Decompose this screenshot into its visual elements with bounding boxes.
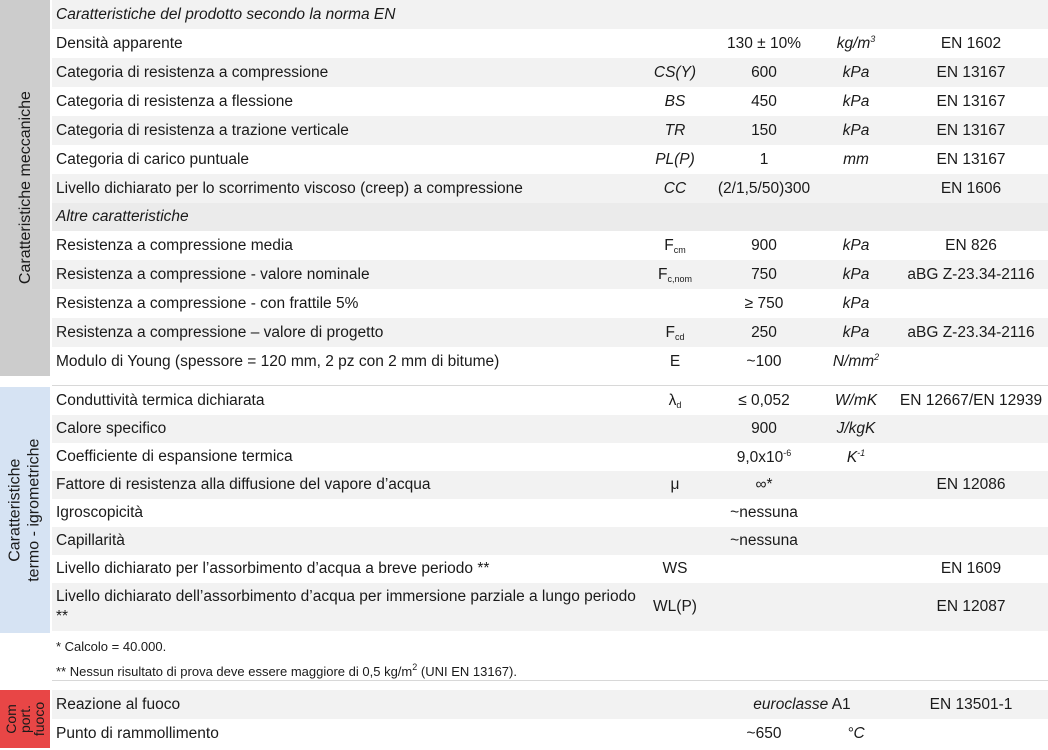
row-description: Resistenza a compressione media — [56, 236, 293, 254]
unit-text: N/mm — [832, 353, 875, 370]
row-norm: EN 1602 — [940, 34, 1002, 52]
table-row — [52, 583, 1048, 631]
row-value: (2/1,5/50)300 — [717, 179, 811, 197]
row-description: Conduttività termica dichiarata — [56, 392, 265, 409]
row-unit — [818, 352, 894, 371]
value-class-word: euroclasse — [753, 695, 829, 713]
row-description: Coefficiente di espansione termica — [56, 448, 293, 465]
value-exponent: -6 — [783, 447, 792, 458]
row-symbol: WS — [662, 560, 688, 577]
row-symbol — [640, 237, 710, 255]
row-value: 600 — [751, 63, 777, 81]
footnote-1: * Calcolo = 40.000. — [56, 639, 167, 654]
row-value: 450 — [751, 92, 777, 110]
section-divider — [52, 680, 1048, 681]
row-description: Livello dichiarato dell’assorbimento d’acqua per immersione parziale a lungo periodo ** — [56, 588, 636, 625]
table-row — [52, 719, 1048, 748]
table-row — [52, 58, 1048, 87]
table-row — [52, 555, 1048, 583]
symbol-text: λ — [668, 392, 677, 409]
row-symbol: CS(Y) — [653, 63, 697, 81]
table-row — [52, 29, 1048, 58]
row-norm: EN 1606 — [940, 179, 1002, 197]
footnote-2-exponent: 2 — [412, 662, 418, 672]
row-value — [710, 448, 818, 467]
thermo-side-line1: Caratteristiche — [6, 458, 24, 562]
row-description: Calore specifico — [56, 420, 167, 437]
row-value: ~650 — [746, 724, 782, 742]
row-norm: EN 13167 — [936, 150, 1006, 168]
mechanical-side-label — [0, 0, 50, 376]
row-unit: kPa — [842, 63, 870, 81]
row-value: ∞* — [755, 476, 773, 493]
row-unit: kPa — [842, 265, 870, 283]
table-row — [52, 471, 1048, 499]
row-unit: W/mK — [834, 392, 878, 409]
symbol-text: F — [664, 236, 674, 254]
row-description: Categoria di resistenza a flessione — [56, 92, 293, 110]
symbol-subscript: c,nom — [667, 273, 692, 284]
row-value: 900 — [751, 420, 777, 437]
row-symbol — [640, 266, 710, 284]
footnote-2 — [56, 657, 517, 682]
unit-exponent: 3 — [870, 34, 876, 44]
row-norm: EN 13167 — [936, 63, 1006, 81]
row-description: Resistenza a compressione – valore di progetto — [56, 323, 384, 341]
section-divider — [52, 385, 1048, 386]
row-symbol: BS — [664, 92, 686, 110]
row-value: 250 — [751, 323, 777, 341]
table-row — [52, 415, 1048, 443]
header-other-characteristics: Altre caratteristiche — [56, 208, 189, 225]
table-row — [52, 231, 1048, 260]
row-description: Resistenza a compressione - valore nominale — [56, 265, 370, 283]
row-description: Categoria di resistenza a trazione verticale — [56, 121, 349, 139]
row-unit: J/kgK — [836, 420, 876, 437]
table-row — [52, 387, 1048, 415]
row-norm: aBG Z-23.34-2116 — [907, 265, 1035, 283]
symbol-subscript: cd — [674, 331, 685, 342]
mechanical-side-text: Caratteristiche meccaniche — [16, 91, 34, 285]
row-value: 750 — [751, 265, 777, 283]
table-row — [52, 289, 1048, 318]
table-header-row — [52, 0, 1048, 29]
row-unit — [818, 448, 894, 467]
row-norm: EN 13501-1 — [929, 695, 1013, 713]
row-value: 150 — [751, 121, 777, 139]
row-unit: kPa — [842, 121, 870, 139]
row-value: 900 — [751, 236, 777, 254]
thermo-side-line2: termo - igrometriche — [26, 438, 43, 582]
row-unit: kPa — [842, 236, 870, 254]
row-norm: EN 12087 — [936, 598, 1006, 615]
row-description: Categoria di resistenza a compressione — [56, 63, 329, 81]
row-unit — [818, 34, 894, 53]
row-value: ~100 — [746, 352, 782, 370]
row-norm: EN 1609 — [940, 560, 1002, 577]
row-description: Resistenza a compressione - con frattile 5% — [56, 294, 359, 312]
row-norm: EN 13167 — [936, 92, 1006, 110]
row-value: 1 — [759, 150, 769, 168]
table-row — [52, 174, 1048, 203]
table-row — [52, 87, 1048, 116]
table-row — [52, 443, 1048, 471]
table-row — [52, 499, 1048, 527]
value-class: A1 — [828, 695, 851, 713]
row-description: Punto di rammollimento — [56, 724, 219, 742]
fire-side-text — [4, 702, 46, 736]
unit-exponent: 2 — [874, 352, 880, 362]
fire-side-line2: port. — [17, 705, 33, 734]
footnote-2-text: ** Nessun risultato di prova deve essere maggiore di 0,5 kg/m — [56, 664, 413, 679]
symbol-text: F — [658, 265, 668, 283]
table-row — [52, 347, 1048, 376]
symbol-text: F — [665, 323, 675, 341]
row-symbol: E — [669, 352, 681, 370]
row-symbol: WL(P) — [653, 598, 697, 615]
row-value: ≤ 0,052 — [738, 392, 790, 409]
row-unit: mm — [843, 150, 869, 168]
fire-side-line3: fuoco — [31, 701, 47, 737]
row-symbol: CC — [663, 179, 687, 197]
row-description: Fattore di resistenza alla diffusione del vapore d’acqua — [56, 476, 431, 493]
row-description: Modulo di Young (spessore = 120 mm, 2 pz con 2 mm di bitume) — [56, 352, 500, 370]
thermo-side-text — [6, 438, 44, 581]
value-text: 9,0x10 — [736, 448, 784, 466]
row-value: ~nessuna — [730, 504, 798, 521]
row-norm: aBG Z-23.34-2116 — [907, 323, 1035, 341]
table-row — [52, 145, 1048, 174]
row-norm: EN 13167 — [936, 121, 1006, 139]
table-row — [52, 260, 1048, 289]
header-en-characteristics: Caratteristiche del prodotto secondo la norma EN — [56, 5, 396, 23]
row-value: 130 ± 10% — [726, 34, 801, 52]
row-description: Capillarità — [56, 532, 125, 549]
row-norm: EN 826 — [945, 236, 997, 254]
row-unit: kPa — [842, 323, 870, 341]
row-description: Reazione al fuoco — [56, 695, 181, 713]
fire-section — [0, 690, 1048, 748]
row-symbol — [640, 392, 710, 410]
table-row — [52, 690, 1048, 719]
table-header-row — [52, 203, 1048, 231]
row-value: ~nessuna — [730, 532, 798, 549]
symbol-subscript: cm — [673, 244, 686, 255]
row-symbol — [640, 324, 710, 342]
table-row — [52, 527, 1048, 555]
symbol-subscript: d — [676, 400, 682, 410]
thermo-side-label — [0, 387, 50, 633]
row-symbol: μ — [670, 476, 680, 493]
footnote-2-tail: (UNI EN 13167). — [417, 664, 517, 679]
row-norm: EN 12667/EN 12939 — [899, 392, 1043, 409]
row-description: Categoria di carico puntuale — [56, 150, 250, 168]
row-unit: kPa — [842, 92, 870, 110]
table-row — [52, 318, 1048, 347]
row-symbol: TR — [664, 121, 686, 139]
row-description: Livello dichiarato per l’assorbimento d’acqua a breve periodo ** — [56, 560, 490, 577]
fire-side-label — [0, 690, 50, 748]
row-unit: kPa — [842, 294, 870, 312]
table-row — [52, 116, 1048, 145]
row-norm: EN 12086 — [936, 476, 1006, 493]
unit-text: K — [846, 448, 858, 466]
row-symbol: PL(P) — [655, 150, 695, 168]
row-unit: °C — [847, 724, 865, 742]
row-description: Igroscopicità — [56, 504, 144, 521]
thermo-section — [0, 387, 1048, 633]
fire-side-line1: Com — [3, 704, 19, 734]
row-description: Densità apparente — [56, 34, 183, 52]
unit-text: kg/m — [836, 35, 871, 52]
row-value — [710, 696, 894, 714]
footnotes — [56, 636, 517, 682]
unit-exponent: -1 — [857, 447, 866, 458]
row-description: Livello dichiarato per lo scorrimento viscoso (creep) a compressione — [56, 179, 523, 197]
row-value: ≥ 750 — [744, 294, 784, 312]
